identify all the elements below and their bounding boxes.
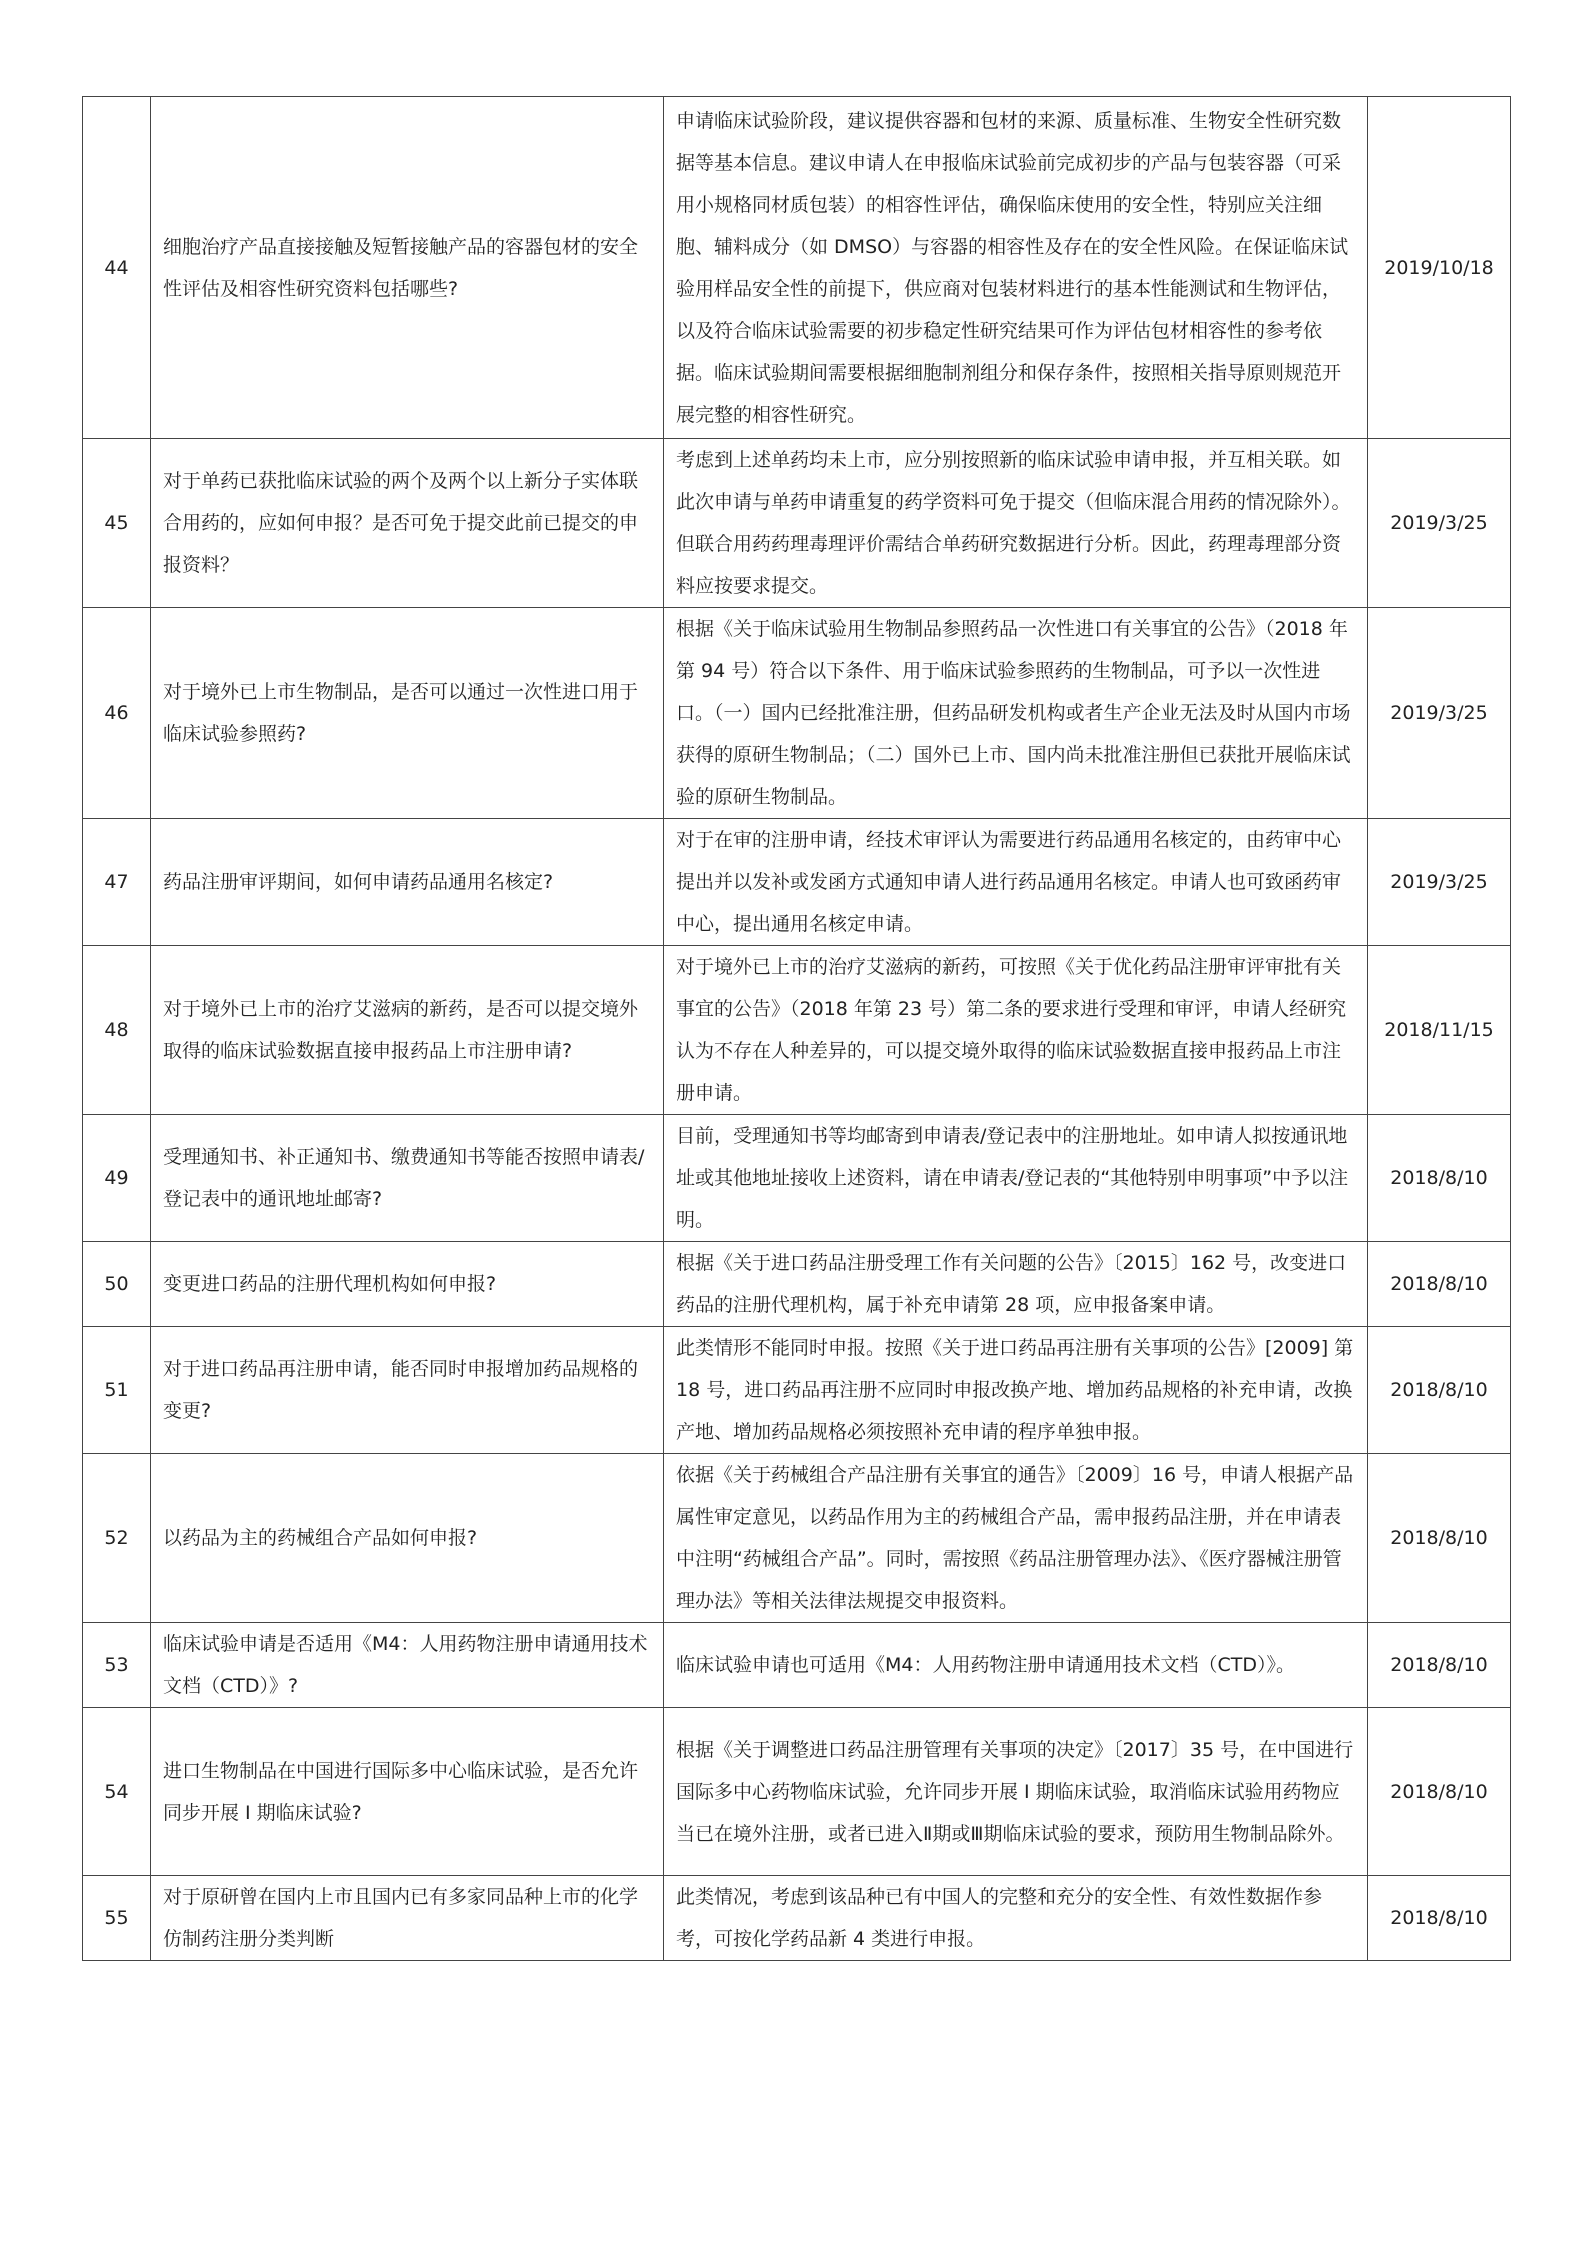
date-cell: 2019/10/18 [1368, 97, 1511, 439]
row-number: 51 [83, 1327, 151, 1454]
answer-cell: 此类情形不能同时申报。按照《关于进口药品再注册有关事项的公告》[2009] 第 18 号，进口药品再注册不应同时申报改换产地、增加药品规格的补充申请，改换产地、增加药品规格必须按照补充申请的程序单独申报。 [664, 1327, 1368, 1454]
answer-cell: 依据《关于药械组合产品注册有关事宜的通告》〔2009〕16 号，申请人根据产品属性审定意见，以药品作用为主的药械组合产品，需申报药品注册，并在申请表中注明“药械组合产品”。同时，需按照《药品注册管理办法》、《医疗器械注册管理办法》等相关法律法规提交申报资料。 [664, 1454, 1368, 1623]
answer-cell: 申请临床试验阶段，建议提供容器和包材的来源、质量标准、生物安全性研究数据等基本信息。建议申请人在申报临床试验前完成初步的产品与包装容器（可采用小规格同材质包装）的相容性评估，确保临床使用的安全性，特别应关注细胞、辅料成分（如 DMSO）与容器的相容性及存在的安全性风险。在保证临床试验用样品安全性的前提下，供应商对包装材料进行的基本性能测试和生物评估，以及符合临床试验需要的初步稳定性研究结果可作为评估包材相容性的参考依据。临床试验期间需要根据细胞制剂组分和保存条件，按照相关指导原则规范开展完整的相容性研究。 [664, 97, 1368, 439]
table-row [83, 1454, 1511, 1623]
row-number: 54 [83, 1708, 151, 1876]
table-row [83, 1708, 1511, 1876]
question-cell: 对于进口药品再注册申请，能否同时申报增加药品规格的变更? [151, 1327, 664, 1454]
question-cell: 受理通知书、补正通知书、缴费通知书等能否按照申请表/登记表中的通讯地址邮寄? [151, 1115, 664, 1242]
answer-cell: 根据《关于临床试验用生物制品参照药品一次性进口有关事宜的公告》（2018 年第 94 号）符合以下条件、用于临床试验参照药的生物制品，可予以一次性进口。（一）国内已经批准注册，但药品研发机构或者生产企业无法及时从国内市场获得的原研生物制品；（二）国外已上市、国内尚未批准注册但已获批开展临床试验的原研生物制品。 [664, 608, 1368, 819]
date-cell: 2018/8/10 [1368, 1623, 1511, 1708]
date-cell: 2018/8/10 [1368, 1115, 1511, 1242]
answer-cell: 考虑到上述单药均未上市，应分别按照新的临床试验申请申报，并互相关联。如此次申请与单药申请重复的药学资料可免于提交（但临床混合用药的情况除外）。但联合用药药理毒理评价需结合单药研究数据进行分析。因此，药理毒理部分资料应按要求提交。 [664, 439, 1368, 608]
question-cell: 对于单药已获批临床试验的两个及两个以上新分子实体联合用药的，应如何申报？是否可免于提交此前已提交的申报资料？ [151, 439, 664, 608]
answer-cell: 对于在审的注册申请，经技术审评认为需要进行药品通用名核定的，由药审中心提出并以发补或发函方式通知申请人进行药品通用名核定。申请人也可致函药审中心，提出通用名核定申请。 [664, 819, 1368, 946]
table-row [83, 1242, 1511, 1327]
date-cell: 2018/8/10 [1368, 1242, 1511, 1327]
table-row [83, 439, 1511, 608]
row-number: 48 [83, 946, 151, 1115]
question-cell: 变更进口药品的注册代理机构如何申报? [151, 1242, 664, 1327]
table-row [83, 97, 1511, 439]
date-cell: 2018/11/15 [1368, 946, 1511, 1115]
date-cell: 2019/3/25 [1368, 819, 1511, 946]
row-number: 47 [83, 819, 151, 946]
row-number: 52 [83, 1454, 151, 1623]
table-row [83, 819, 1511, 946]
date-cell: 2018/8/10 [1368, 1708, 1511, 1876]
question-cell: 细胞治疗产品直接接触及短暂接触产品的容器包材的安全性评估及相容性研究资料包括哪些? [151, 97, 664, 439]
row-number: 45 [83, 439, 151, 608]
row-number: 46 [83, 608, 151, 819]
date-cell: 2019/3/25 [1368, 608, 1511, 819]
question-cell: 对于境外已上市生物制品，是否可以通过一次性进口用于临床试验参照药? [151, 608, 664, 819]
answer-cell: 目前，受理通知书等均邮寄到申请表/登记表中的注册地址。如申请人拟按通讯地址或其他地址接收上述资料，请在申请表/登记表的“其他特别申明事项”中予以注明。 [664, 1115, 1368, 1242]
answer-cell: 根据《关于进口药品注册受理工作有关问题的公告》〔2015〕162 号，改变进口药品的注册代理机构，属于补充申请第 28 项，应申报备案申请。 [664, 1242, 1368, 1327]
table-row [83, 1876, 1511, 1961]
row-number: 49 [83, 1115, 151, 1242]
row-number: 55 [83, 1876, 151, 1961]
date-cell: 2018/8/10 [1368, 1876, 1511, 1961]
answer-cell: 临床试验申请也可适用《M4：人用药物注册申请通用技术文档（CTD）》。 [664, 1623, 1368, 1708]
table-row [83, 608, 1511, 819]
question-cell: 进口生物制品在中国进行国际多中心临床试验，是否允许同步开展 I 期临床试验? [151, 1708, 664, 1876]
question-cell: 药品注册审评期间，如何申请药品通用名核定? [151, 819, 664, 946]
question-cell: 临床试验申请是否适用《M4：人用药物注册申请通用技术文档（CTD）》? [151, 1623, 664, 1708]
question-cell: 以药品为主的药械组合产品如何申报? [151, 1454, 664, 1623]
date-cell: 2018/8/10 [1368, 1327, 1511, 1454]
table-row [83, 946, 1511, 1115]
table-row [83, 1623, 1511, 1708]
date-cell: 2019/3/25 [1368, 439, 1511, 608]
table-row [83, 1327, 1511, 1454]
question-cell: 对于原研曾在国内上市且国内已有多家同品种上市的化学仿制药注册分类判断 [151, 1876, 664, 1961]
row-number: 44 [83, 97, 151, 439]
row-number: 50 [83, 1242, 151, 1327]
answer-cell: 根据《关于调整进口药品注册管理有关事项的决定》〔2017〕35 号，在中国进行国际多中心药物临床试验，允许同步开展 I 期临床试验，取消临床试验用药物应当已在境外注册，或者已进入Ⅱ期或Ⅲ期临床试验的要求，预防用生物制品除外。 [664, 1708, 1368, 1876]
answer-cell: 对于境外已上市的治疗艾滋病的新药，可按照《关于优化药品注册审评审批有关事宜的公告》（2018 年第 23 号）第二条的要求进行受理和审评，申请人经研究认为不存在人种差异的，可以提交境外取得的临床试验数据直接申报药品上市注册申请。 [664, 946, 1368, 1115]
table-row [83, 1115, 1511, 1242]
answer-cell: 此类情况，考虑到该品种已有中国人的完整和充分的安全性、有效性数据作参考，可按化学药品新 4 类进行申报。 [664, 1876, 1368, 1961]
date-cell: 2018/8/10 [1368, 1454, 1511, 1623]
qa-table [82, 96, 1511, 1961]
row-number: 53 [83, 1623, 151, 1708]
question-cell: 对于境外已上市的治疗艾滋病的新药，是否可以提交境外取得的临床试验数据直接申报药品上市注册申请? [151, 946, 664, 1115]
